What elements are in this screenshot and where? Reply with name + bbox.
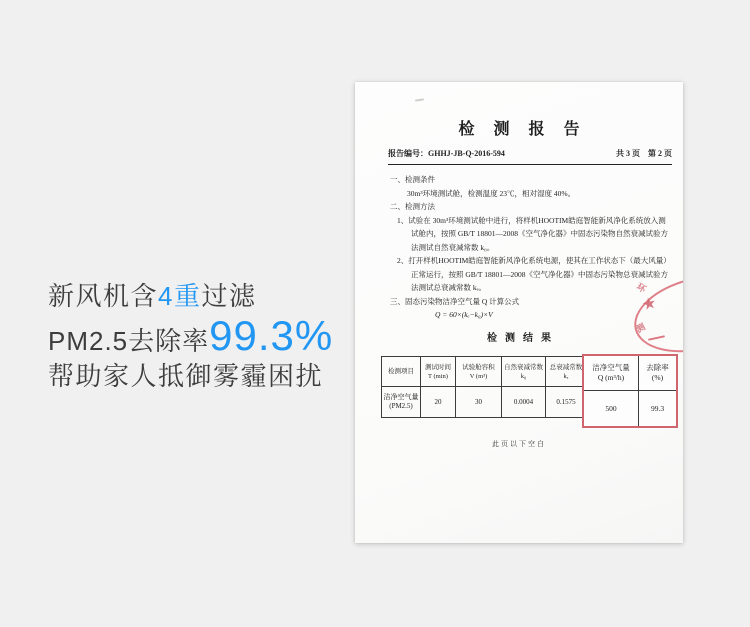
results-table	[381, 356, 587, 418]
col-header-item: 检测项目	[382, 357, 421, 387]
method-1-line-3: 法测试自然衰减常数 k₀。	[411, 242, 495, 252]
method-2-line-1: 2、打开样机HOOTIM皓庭智能新风净化系统电源，使其在工作状态下（最大风量）	[397, 256, 671, 265]
cell-item: 洁净空气量 (PM2.5)	[382, 387, 421, 418]
marketing-line1-accent: 4重	[158, 281, 202, 311]
marketing-line-2	[48, 314, 333, 358]
cell-natural-decay: 0.0004	[502, 387, 546, 418]
marketing-line-3: 帮助家人抵御雾霾困扰	[48, 361, 324, 391]
col-header-removal-rate: 去除率 (%)	[639, 356, 676, 391]
test-conditions-line: 30m³环境测试舱，检测温度 23℃，相对湿度 40%。	[407, 188, 576, 198]
report-number	[388, 148, 505, 159]
col-header-total-decay: 总衰减常数 kₑ	[546, 357, 587, 387]
section-3-heading: 三、固态污染物洁净空气量 Q 计算公式	[390, 296, 520, 306]
page-indicator: 共 3 页 第 2 页	[616, 149, 672, 158]
report-paper	[355, 82, 683, 543]
results-title: 检测结果	[487, 333, 559, 344]
cell-total-decay: 0.1575	[546, 387, 587, 418]
col-header-caq: 洁净空气量 Q (m³/h)	[584, 356, 639, 391]
report-number-value: GHHJ-JB-Q-2016-594	[428, 149, 505, 158]
cell-volume: 30	[456, 387, 502, 418]
results-table-data-row	[382, 387, 587, 418]
blank-below-note: 此页以下空白	[492, 440, 546, 448]
removal-rate-value: 99.3%	[209, 312, 334, 359]
report-body	[390, 173, 669, 322]
report-header-row	[388, 148, 672, 165]
scan-artifact	[415, 98, 424, 101]
marketing-line1-pre: 新风机含	[48, 281, 159, 311]
method-1-line-1: 1、试验在 30m³环境测试舱中进行，将样机HOOTIM皓庭智能新风净化系统放入测	[397, 215, 666, 225]
seal-text-bottom: 测	[634, 321, 648, 335]
report-number-label: 报告编号：	[388, 149, 428, 158]
col-header-time: 测试时间 T (min)	[421, 357, 456, 387]
report-title: 检测报告	[458, 121, 599, 138]
method-1-line-2: 试舱内，按照 GB/T 18801—2008《空气净化器》中固态污染物自然衰减试验方	[411, 229, 668, 238]
marketing-line1-post: 过滤	[201, 281, 257, 311]
cell-caq-value: 500	[584, 391, 639, 426]
marketing-line-1	[48, 281, 333, 311]
method-2-line-3: 法测试总衰减常数 kₑ。	[411, 283, 487, 292]
section-2-heading: 二、检测方法	[390, 202, 435, 211]
seal-star-icon: ★	[640, 294, 659, 315]
seal-text-top: 环	[634, 281, 648, 295]
marketing-copy	[48, 281, 333, 391]
removal-rate-label: PM2.5去除率	[48, 326, 210, 356]
cell-removal-rate-value: 99.3	[650, 403, 665, 413]
cell-time: 20	[421, 387, 456, 418]
col-header-volume: 试验舱容积 V (m³)	[456, 357, 502, 387]
highlighted-results-box	[582, 354, 678, 428]
col-header-natural-decay: 自然衰减常数 k₀	[502, 357, 546, 387]
caq-formula: Q = 60×(kₑ−k₀)×V	[435, 310, 493, 319]
results-table-header-row	[382, 357, 587, 387]
method-2-line-2: 正常运行，按照 GB/T 18801—2008《空气净化器》中固态污染物总衰减试验方	[411, 269, 668, 279]
section-1-heading: 一、检测条件	[390, 175, 435, 184]
